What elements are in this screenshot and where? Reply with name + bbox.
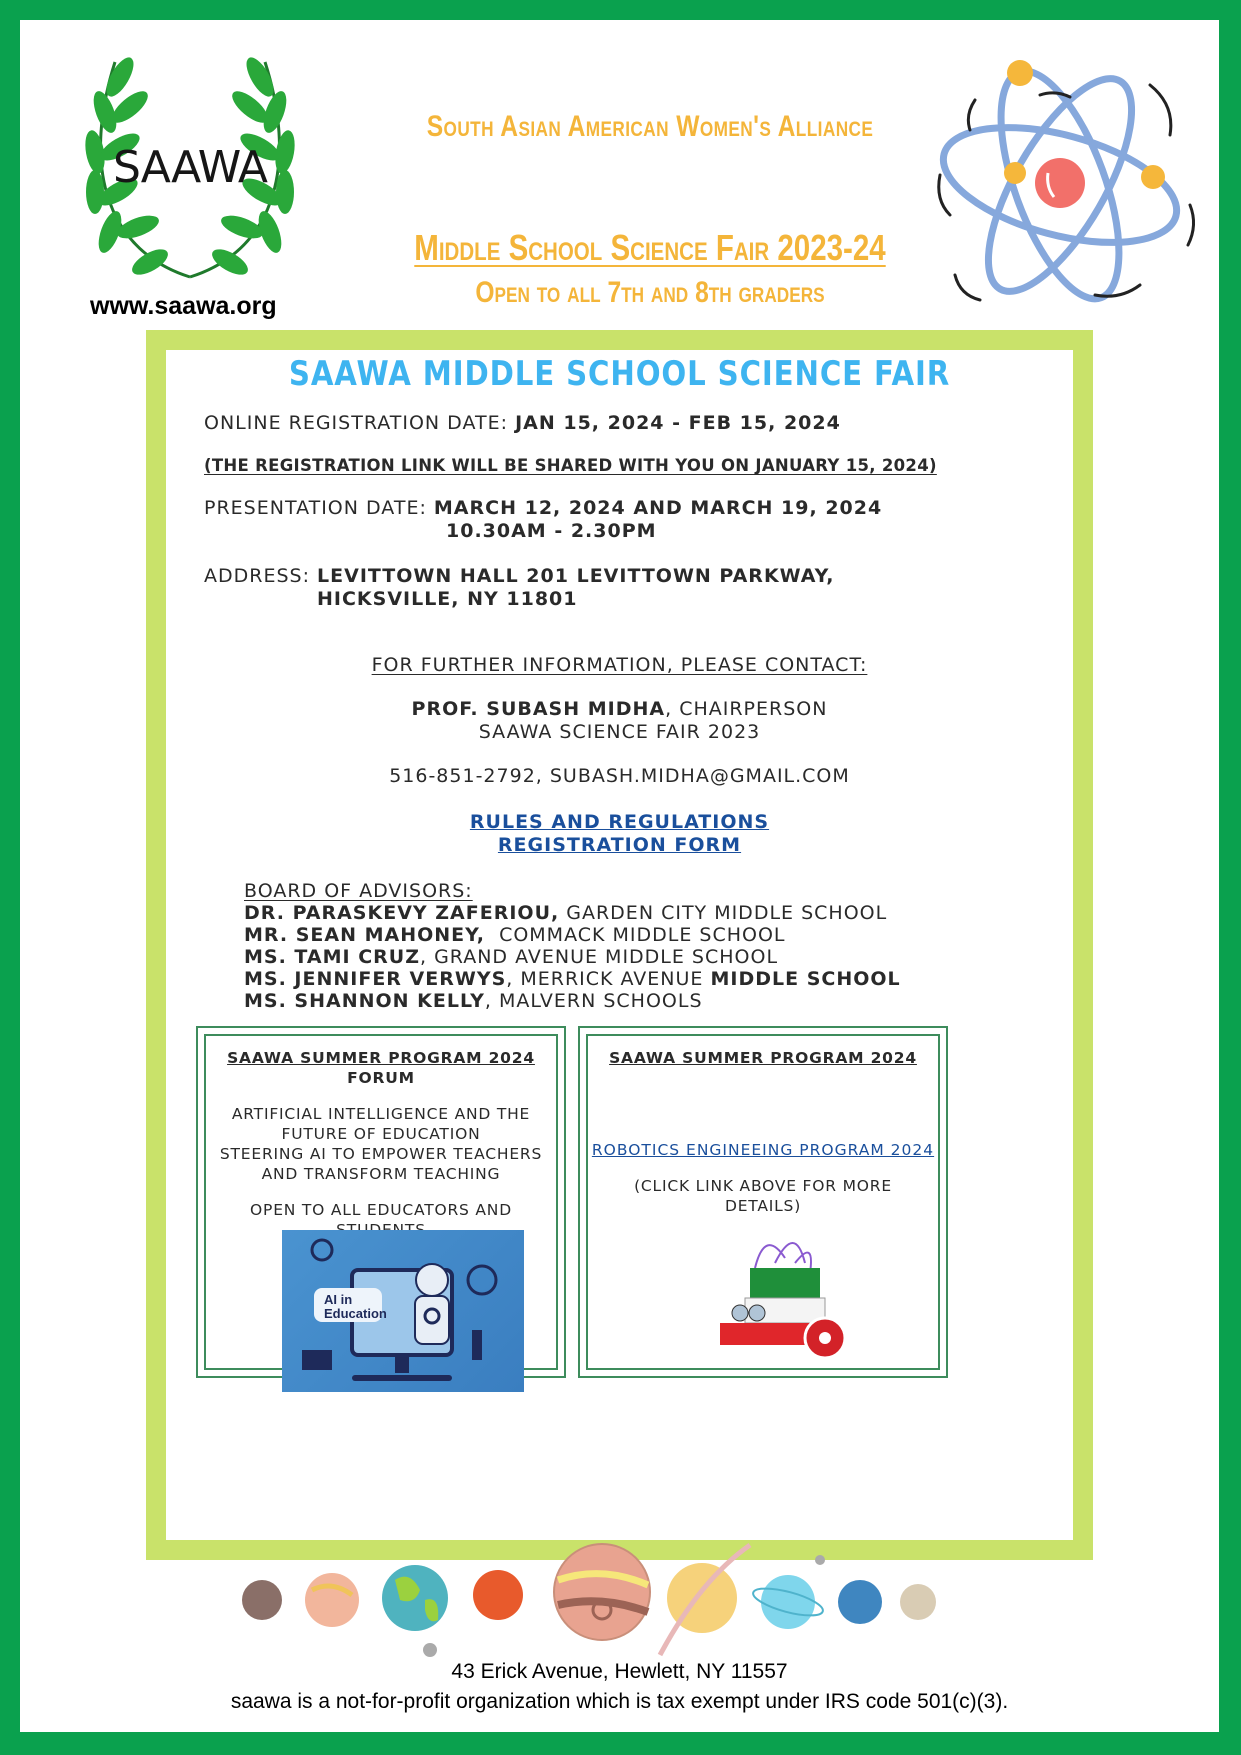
rules-line <box>166 811 1073 833</box>
address-line1: LEVITTOWN HALL 201 LEVITTOWN PARKWAY, <box>317 565 835 587</box>
advisor-item <box>244 968 901 990</box>
forum-line-3: STEERING AI TO EMPOWER TEACHERS <box>219 1145 543 1163</box>
atom-icon <box>920 55 1220 315</box>
org-name: South Asian American Women's Alliance <box>426 110 874 143</box>
flyer-page <box>20 20 1219 1732</box>
address <box>204 565 835 587</box>
panel-content <box>166 350 1073 1540</box>
robotics-box-title: SAAWA SUMMER PROGRAM 2024 <box>609 1049 917 1067</box>
registration-date <box>204 412 841 434</box>
advisor-school: GARDEN CITY MIDDLE SCHOOL <box>559 902 888 924</box>
advisor-name: MS. TAMI CRUZ <box>244 946 420 968</box>
forum-box-subtitle: FORUM <box>347 1069 415 1087</box>
ai-caption-1: AI in <box>324 1292 353 1307</box>
contact-phone-email[interactable]: 516-851-2792, SUBASH.MIDHA@GMAIL.COM <box>389 765 850 787</box>
saawa-logo <box>70 32 310 292</box>
forum-box-title: SAAWA SUMMER PROGRAM 2024 <box>227 1049 535 1067</box>
contact-role: , CHAIRPERSON <box>665 698 828 720</box>
forum-box-content <box>208 1048 554 1240</box>
footer-nonprofit-note: saawa is a not-for-profit organization which is tax exempt under IRS code 501(c)(3). <box>230 1690 1009 1713</box>
science-fair-heading: SAAWA MIDDLE SCHOOL SCIENCE FAIR <box>288 354 951 394</box>
address-line2: HICKSVILLE, NY 11801 <box>317 588 578 610</box>
presentation-date <box>204 497 882 519</box>
advisor-item <box>244 946 778 968</box>
robotics-program-link[interactable]: ROBOTICS ENGINEEING PROGRAM 2024 <box>591 1141 935 1159</box>
rules-link[interactable]: RULES AND REGULATIONS <box>469 811 770 833</box>
advisor-school: , MALVERN SCHOOLS <box>484 990 703 1012</box>
registration-form-link[interactable]: REGISTRATION FORM <box>497 834 742 856</box>
contact-name: PROF. SUBASH MIDHA <box>411 698 666 720</box>
contact-org: SAAWA SCIENCE FAIR 2023 <box>478 721 761 743</box>
forum-line-5: OPEN TO ALL EDUCATORS AND <box>250 1201 512 1219</box>
moon-icon <box>423 1643 437 1657</box>
mercury-icon <box>242 1580 282 1620</box>
forum-program-box <box>196 1026 566 1378</box>
science-fair-panel <box>146 330 1093 1560</box>
advisor-name: DR. PARASKEVY ZAFERIOU, <box>244 902 560 924</box>
planets-illustration <box>240 1540 1020 1660</box>
robotics-link-line <box>590 1140 936 1160</box>
fair-title <box>384 227 917 269</box>
fair-subtitle: Open to all 7th and 8th graders <box>475 276 825 309</box>
advisors-heading: BOARD OF ADVISORS: <box>244 880 473 902</box>
advisor-item <box>244 990 703 1012</box>
contact-heading: FOR FURTHER INFORMATION, PLEASE CONTACT: <box>371 654 868 676</box>
advisor-name: MS. JENNIFER VERWYS <box>244 968 507 990</box>
address-label: ADDRESS: <box>204 565 318 587</box>
ai-caption-2: Education <box>324 1306 387 1321</box>
presentation-time <box>446 520 657 542</box>
registration-label: ONLINE REGISTRATION DATE: <box>204 412 516 434</box>
mars-icon <box>473 1570 523 1620</box>
neptune-icon <box>838 1580 882 1624</box>
advisor-school-bold: MIDDLE SCHOOL <box>710 968 901 990</box>
forum-line-1: ARTIFICIAL INTELLIGENCE AND THE <box>231 1105 531 1123</box>
robotics-note-1: (CLICK LINK ABOVE FOR MORE <box>634 1177 892 1195</box>
robotics-box-content <box>590 1048 936 1216</box>
jupiter-icon <box>554 1544 650 1640</box>
logo-text: SAAWA <box>113 142 267 193</box>
advisor-name: MR. SEAN MAHONEY, <box>244 924 485 946</box>
advisor-school: , MERRICK AVENUE <box>506 968 711 990</box>
forum-line-4: AND TRANSFORM TEACHING <box>261 1165 501 1183</box>
robotics-note-2: DETAILS) <box>724 1197 802 1215</box>
advisor-school: COMMACK MIDDLE SCHOOL <box>484 924 786 946</box>
uranus-icon <box>761 1575 815 1629</box>
advisor-item <box>244 902 887 924</box>
address-line2-wrap <box>317 588 578 610</box>
registration-note: (THE REGISTRATION LINK WILL BE SHARED WITH YOU ON JANUARY 15, 2024) <box>204 456 937 475</box>
fair-title-text: Middle School Science Fair 2023-24 <box>414 227 886 268</box>
advisor-school: , GRAND AVENUE MIDDLE SCHOOL <box>419 946 779 968</box>
advisor-item <box>244 924 786 946</box>
registration-value: JAN 15, 2024 - FEB 15, 2024 <box>515 412 841 434</box>
registration-form-line <box>166 834 1073 856</box>
presentation-time-value: 10.30AM - 2.30PM <box>446 520 657 542</box>
forum-line-2: FUTURE OF EDUCATION <box>281 1125 481 1143</box>
pluto-icon <box>900 1584 936 1620</box>
presentation-value: MARCH 12, 2024 AND MARCH 19, 2024 <box>433 497 883 519</box>
venus-icon <box>305 1573 359 1627</box>
presentation-label: PRESENTATION DATE: <box>204 497 434 519</box>
footer-address: 43 Erick Avenue, Hewlett, NY 11557 <box>451 1660 788 1683</box>
contact-name-line <box>166 698 1073 720</box>
robotics-program-box <box>578 1026 948 1378</box>
advisor-name: MS. SHANNON KELLY <box>244 990 485 1012</box>
ai-in-education-image <box>282 1230 524 1392</box>
robot-car-image <box>705 1228 855 1378</box>
website-link[interactable]: www.saawa.org <box>90 292 277 320</box>
